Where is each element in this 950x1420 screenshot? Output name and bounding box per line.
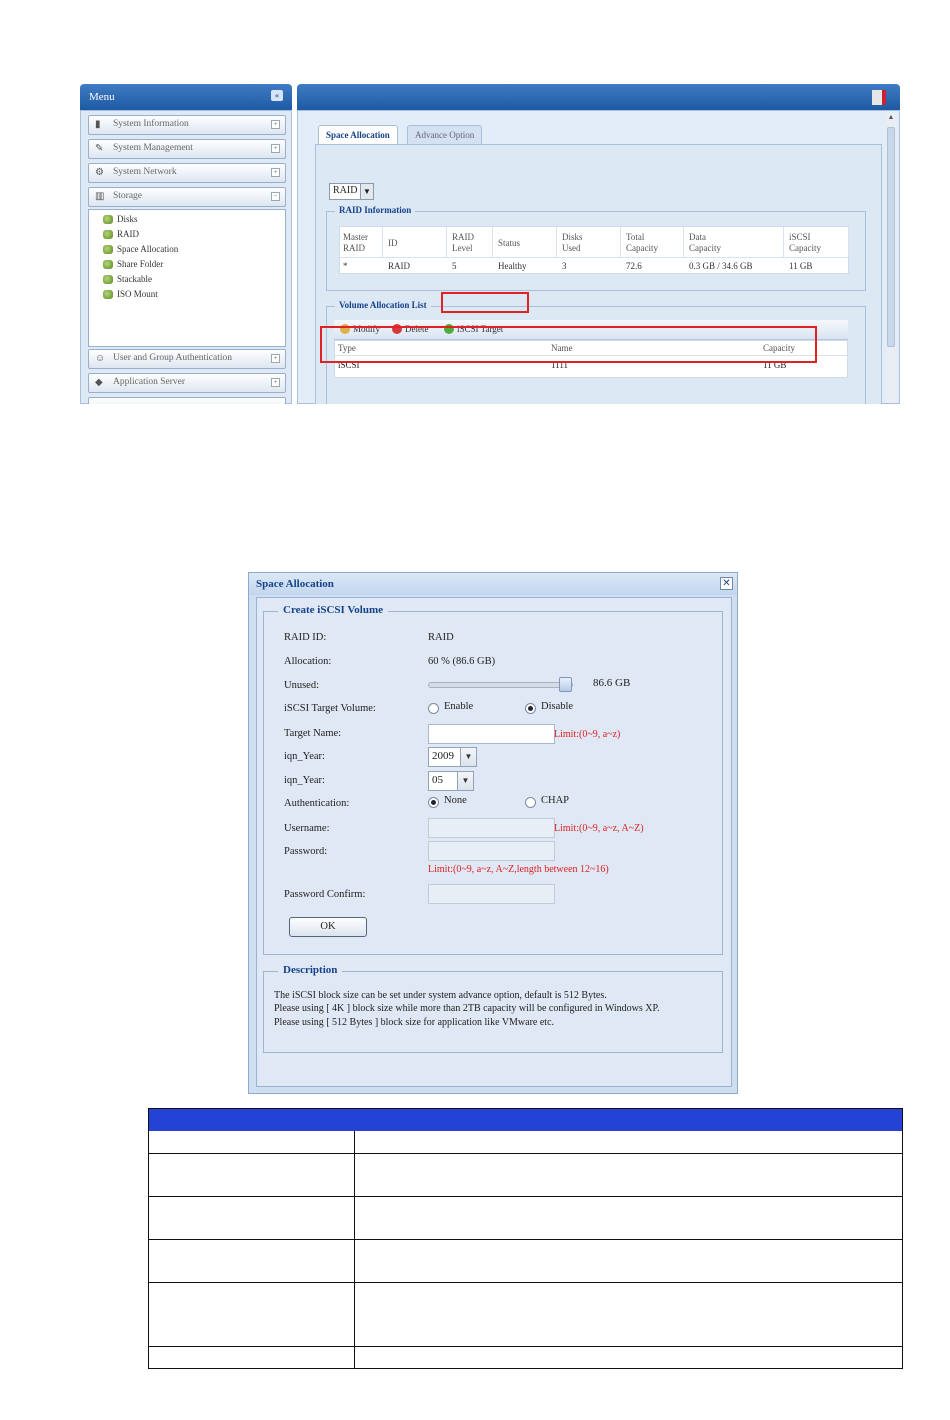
raid-info-table	[339, 226, 849, 274]
users-icon: ☺	[95, 353, 106, 364]
collapse-item-icon[interactable]: −	[271, 192, 280, 201]
allocation-value: 60 % (86.6 GB)	[428, 656, 496, 667]
description-line: Please using [ 512 Bytes ] block size for application like VMware etc.	[274, 1017, 555, 1028]
username-label: Username:	[284, 823, 330, 834]
table-cell[interactable]: 1111	[551, 360, 568, 370]
column-header[interactable]: iSCSI Capacity	[789, 232, 821, 253]
menu-item-application-server[interactable]	[88, 373, 286, 393]
menu-item-label: System Management	[113, 143, 193, 153]
description-legend: Description	[278, 964, 342, 976]
column-header[interactable]: Master RAID	[343, 232, 368, 253]
table-cell: 3	[562, 261, 567, 271]
submenu-item-disks[interactable]: Disks	[103, 214, 138, 224]
table-row	[148, 1197, 903, 1240]
menu-item-label: System Information	[113, 119, 189, 129]
space-icon	[103, 245, 113, 254]
column-header[interactable]: RAID Level	[452, 232, 474, 253]
auth-none-radio[interactable]	[428, 797, 439, 808]
scroll-up-icon[interactable]: ▲	[887, 113, 895, 121]
column-header[interactable]: Name	[551, 343, 573, 353]
table-row	[148, 1283, 903, 1347]
menu-item-label: System Network	[113, 167, 177, 177]
unused-label: Unused:	[284, 680, 319, 691]
delete-button[interactable]: Delete	[392, 324, 428, 334]
menu-title: Menu	[89, 91, 115, 103]
chevron-down-icon: ▼	[457, 772, 473, 790]
create-iscsi-legend: Create iSCSI Volume	[278, 604, 388, 616]
expand-icon[interactable]: +	[271, 144, 280, 153]
password-limit: Limit:(0~9, a~z, A~Z,length between 12~16)	[428, 864, 609, 875]
stack-icon	[103, 275, 113, 284]
auth-chap-label: CHAP	[541, 795, 570, 806]
raid-select[interactable]: RAID ▼	[329, 183, 374, 200]
username-limit: Limit:(0~9, a~z, A~Z)	[554, 823, 644, 834]
table-row	[148, 1240, 903, 1283]
iso-icon	[103, 290, 113, 299]
disk-icon	[103, 215, 113, 224]
unused-value: 86.6 GB	[593, 677, 631, 689]
raid-id-label: RAID ID:	[284, 632, 327, 643]
chevron-down-icon: ▼	[360, 184, 373, 199]
description-fieldset	[263, 964, 723, 1053]
password-confirm-input[interactable]	[428, 884, 555, 904]
create-iscsi-fieldset	[263, 604, 723, 955]
collapse-icon[interactable]: «	[271, 90, 283, 101]
dialog-body	[256, 597, 732, 1087]
iqn-month-label: iqn_Year:	[284, 775, 325, 786]
enable-radio[interactable]	[428, 703, 439, 714]
space-allocation-screenshot	[80, 84, 900, 404]
expand-icon[interactable]: +	[271, 354, 280, 363]
tab-space-allocation[interactable]: Space Allocation	[318, 125, 398, 144]
scrollbar[interactable]	[886, 113, 896, 403]
authentication-label: Authentication:	[284, 798, 350, 809]
column-header[interactable]: Capacity	[763, 343, 795, 353]
menu-panel	[80, 110, 292, 404]
column-header[interactable]: Status	[498, 238, 521, 248]
volume-allocation-legend: Volume Allocation List	[335, 300, 431, 310]
server-icon: ◆	[95, 377, 103, 388]
column-header[interactable]: Type	[338, 343, 356, 353]
column-header[interactable]: ID	[388, 238, 398, 248]
submenu-item-raid[interactable]: RAID	[103, 229, 139, 239]
scroll-thumb[interactable]	[887, 127, 895, 347]
target-volume-label: iSCSI Target Volume:	[284, 703, 376, 714]
close-icon[interactable]: ✕	[720, 577, 733, 590]
submenu-item-share-folder[interactable]: Share Folder	[103, 259, 163, 269]
menu-item-label: User and Group Authentication	[113, 353, 232, 363]
table-row	[148, 1131, 903, 1154]
unused-slider-thumb[interactable]	[559, 677, 572, 692]
disable-radio-label: Disable	[541, 701, 574, 712]
target-name-label: Target Name:	[284, 728, 342, 739]
menu-item-next[interactable]	[88, 397, 286, 404]
submenu-item-iso-mount[interactable]: ISO Mount	[103, 289, 158, 299]
menu-item-system-management[interactable]	[88, 139, 286, 159]
menu-item-label: Storage	[113, 191, 143, 201]
allocation-label: Allocation:	[284, 656, 332, 667]
username-input[interactable]	[428, 818, 555, 838]
raid-icon	[103, 230, 113, 239]
chevron-down-icon: ▼	[460, 748, 476, 766]
network-icon: ⚙	[95, 167, 104, 178]
description-line: The iSCSI block size can be set under system advance option, default is 512 Bytes.	[274, 990, 607, 1001]
iqn-year-select[interactable]: 2009 ▼	[428, 747, 477, 767]
table-cell[interactable]: iSCSI	[338, 360, 360, 370]
iqn-month-select[interactable]: 05 ▼	[428, 771, 474, 791]
menu-item-user-group-auth[interactable]	[88, 349, 286, 369]
tab-content	[315, 144, 882, 404]
table-cell: RAID	[388, 261, 410, 271]
table-cell: 5	[452, 261, 457, 271]
table-row	[148, 1154, 903, 1197]
password-input[interactable]	[428, 841, 555, 861]
table-cell: 0.3 GB / 34.6 GB	[689, 261, 753, 271]
menu-item-storage[interactable]	[88, 187, 286, 207]
ok-button[interactable]: OK	[289, 917, 367, 937]
dialog-title: Space Allocation	[256, 578, 334, 590]
modify-button[interactable]: Modify	[340, 324, 380, 334]
column-header[interactable]: Total Capacity	[626, 232, 658, 253]
iscsi-target-button[interactable]: iSCSI Target	[444, 324, 503, 334]
logout-icon[interactable]	[872, 90, 886, 105]
disable-radio[interactable]	[525, 703, 536, 714]
raid-information-fieldset	[326, 205, 866, 291]
description-table	[148, 1108, 903, 1369]
column-header[interactable]: Disks Used	[562, 232, 583, 253]
menu-item-system-network[interactable]	[88, 163, 286, 183]
expand-icon[interactable]: +	[271, 378, 280, 387]
raid-id-value: RAID	[428, 632, 454, 643]
dialog-title-bar	[249, 573, 737, 595]
unused-slider-track[interactable]	[428, 682, 573, 688]
raid-information-legend: RAID Information	[335, 205, 415, 215]
space-allocation-dialog	[248, 572, 738, 1094]
main-header	[297, 84, 900, 110]
target-name-input[interactable]	[428, 724, 555, 744]
password-confirm-label: Password Confirm:	[284, 889, 366, 900]
expand-icon[interactable]: +	[271, 168, 280, 177]
table-cell: *	[343, 261, 348, 271]
wrench-icon: ✎	[95, 143, 104, 154]
menu-item-label: Application Server	[113, 377, 186, 387]
info-icon: ▮	[95, 119, 101, 130]
highlight-box	[320, 326, 817, 363]
submenu-item-stackable[interactable]: Stackable	[103, 274, 152, 284]
tab-advance-option[interactable]: Advance Option	[407, 125, 482, 144]
storage-submenu	[88, 209, 286, 347]
table-cell: 11 GB	[789, 261, 813, 271]
auth-none-label: None	[444, 795, 467, 806]
description-line: Please using [ 4K ] block size while more than 2TB capacity will be configured in Windows XP.	[274, 1003, 660, 1014]
table-cell: Healthy	[498, 261, 527, 271]
auth-chap-radio[interactable]	[525, 797, 536, 808]
table-cell: 72.6	[626, 261, 642, 271]
menu-header	[80, 84, 292, 110]
enable-radio-label: Enable	[444, 701, 474, 712]
iqn-year-label: iqn_Year:	[284, 751, 325, 762]
table-cell[interactable]: 11 GB	[763, 360, 787, 370]
menu-item-system-information[interactable]	[88, 115, 286, 135]
folder-icon	[103, 260, 113, 269]
password-label: Password:	[284, 846, 328, 857]
expand-icon[interactable]: +	[271, 120, 280, 129]
target-name-limit: Limit:(0~9, a~z)	[554, 729, 621, 740]
storage-icon: ▥	[95, 191, 105, 202]
column-header[interactable]: Data Capacity	[689, 232, 721, 253]
submenu-item-space-allocation[interactable]: Space Allocation	[103, 244, 178, 254]
highlight-box	[441, 292, 529, 313]
